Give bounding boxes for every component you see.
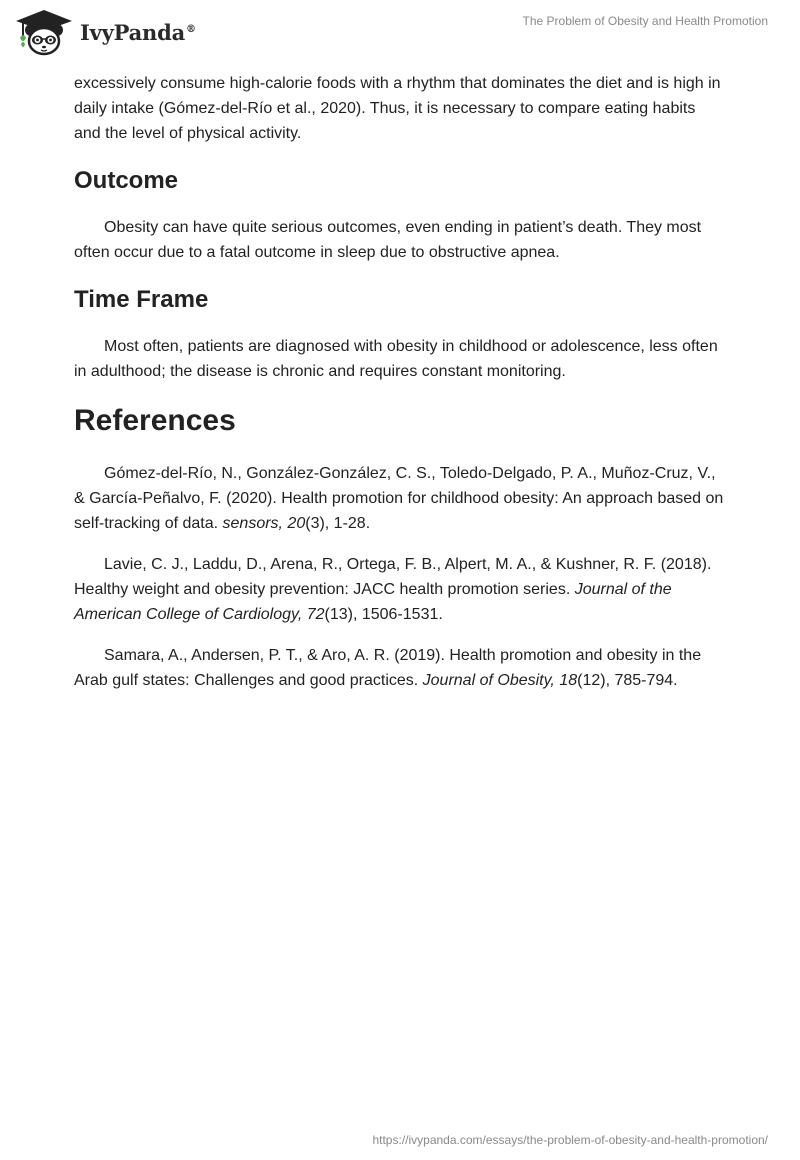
section-heading-time-frame: Time Frame — [74, 286, 209, 313]
brand-name: IvyPanda® — [80, 19, 196, 45]
section-text-time-frame: Most often, patients are diagnosed with obesity in childhood or adolescence, less often in adulthood; the disease is chronic and requires constant monitoring. — [74, 338, 718, 380]
page-header — [0, 0, 800, 60]
document-title: The Problem of Obesity and Health Promotion — [522, 14, 768, 28]
references-list — [74, 461, 724, 693]
intro-paragraph: excessively consume high-calorie foods with a rhythm that dominates the diet and is high in daily intake (Gómez-del-Río et al., 2020). Thus, it is necessary to compare eating habits and the level of physical activity. — [74, 75, 721, 142]
footer-source-url[interactable]: https://ivypanda.com/essays/the-problem-of-obesity-and-health-promotion/ — [372, 1133, 768, 1147]
brand-logo[interactable] — [14, 8, 196, 56]
section-text-outcome: Obesity can have quite serious outcomes, even ending in patient’s death. They most often occur due to a fatal outcome in sleep due to obstructive apnea. — [74, 219, 702, 261]
reference-item — [74, 461, 724, 536]
document-body — [74, 71, 724, 709]
reference-journal: Journal of Obesity, 18 — [422, 672, 578, 689]
brand-registered-mark: ® — [186, 23, 196, 35]
references-heading: References — [74, 404, 236, 437]
reference-journal: Journal of the American College of Cardiology, 72 — [74, 581, 672, 623]
reference-details: (3), 1-28. — [305, 515, 371, 532]
reference-details: (13), 1506-1531. — [324, 606, 443, 623]
reference-item — [74, 643, 724, 693]
reference-citation: Samara, A., Andersen, P. T., & Aro, A. R. (2019). Health promotion and obesity in the Arab gulf states: Challenges and good practices. — [74, 647, 702, 689]
reference-citation: Lavie, C. J., Laddu, D., Arena, R., Ortega, F. B., Alpert, M. A., & Kushner, R. F. (2018). Healthy weight and obesity prevention: JACC health promotion series. — [74, 556, 712, 598]
reference-details: (12), 785-794. — [577, 672, 678, 689]
panda-graduate-logo-icon — [14, 8, 76, 56]
reference-citation: Gómez-del-Río, N., González-González, C. S., Toledo-Delgado, P. A., Muñoz-Cruz, V., & García-Peñalvo, F. (2020). Health promotion for childhood obesity: An approach based on self-tracking of data. — [74, 465, 724, 532]
reference-journal: sensors, 20 — [222, 515, 306, 532]
reference-item — [74, 552, 724, 627]
section-heading-outcome: Outcome — [74, 167, 179, 194]
